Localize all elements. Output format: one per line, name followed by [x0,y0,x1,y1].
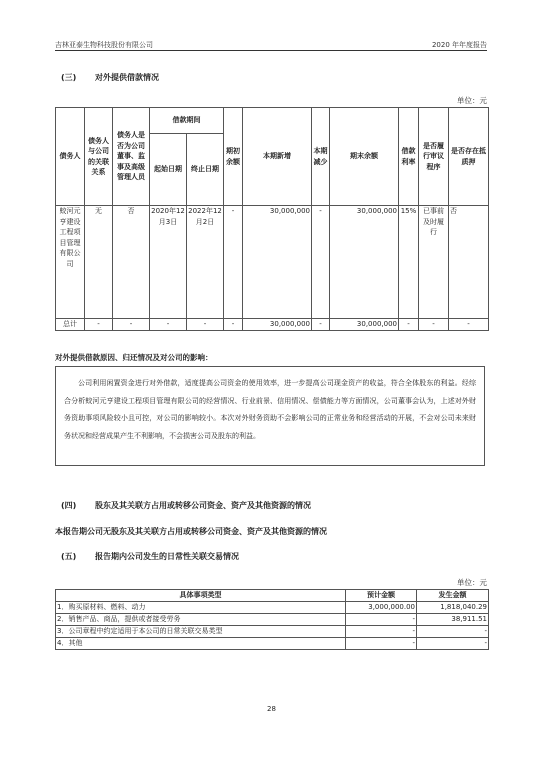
cell-rate: 15% [399,206,419,319]
cell-closing: 30,000,000 [330,206,399,319]
cell-related: 无 [85,206,113,319]
cell-actual: - [417,638,489,650]
cell-actual: 38,911.51 [417,614,489,626]
col-start-date: 起始日期 [150,134,187,206]
cell-estimated: - [346,626,417,638]
section3-unit: 单位：元 [457,96,487,105]
table-row [56,626,489,638]
header-divider [55,50,487,51]
cell-total-is-director: - [113,319,150,331]
col-rate: 借款利率 [399,108,419,206]
cell-collateral: 否 [449,206,489,319]
col-opening: 期初余额 [224,108,243,206]
col-estimated: 预计金额 [346,590,417,602]
table-row [56,638,489,650]
cell-opening: - [224,206,243,319]
col-closing: 期末余额 [330,108,399,206]
section5-number: (五) [61,552,77,561]
cell-total-end: - [187,319,224,331]
cell-total-closing: 30,000,000 [330,319,399,331]
cell-is-director: 否 [113,206,150,319]
cell-total-opening: - [224,319,243,331]
cell-start-date: 2020年12月3日 [150,206,187,319]
cell-total-related: - [85,319,113,331]
cell-actual: - [417,626,489,638]
col-period: 借款期间 [150,108,224,134]
cell-total-decrease: - [312,319,330,331]
col-actual: 发生金额 [417,590,489,602]
col-collateral: 是否存在抵质押 [449,108,489,206]
cell-item: 1．购买原材料、燃料、动力 [56,602,346,614]
header-company: 吉林亚泰生物科技股份有限公司 [55,41,153,49]
cell-item: 4．其他 [56,638,346,650]
section5-title: 报告期内公司发生的日常性关联交易情况 [95,552,239,561]
cell-total-collateral: - [449,319,489,331]
cell-approved: 已事前及时履行 [419,206,449,319]
cell-debtor: 蛟河元亨建设工程项目管理有限公司 [56,206,85,319]
header-report-title: 2020 年年度报告 [431,41,487,49]
cell-total-rate: - [399,319,419,331]
col-debtor: 债务人 [56,108,85,206]
related-transactions-table [55,589,489,650]
section4-title: 股东及其关联方占用或转移公司资金、资产及其他资源的情况 [95,501,311,510]
table-total-row [56,319,489,331]
col-end-date: 终止日期 [187,134,224,206]
page-number: 28 [267,705,276,713]
loan-table [55,107,489,331]
col-related: 债务人与公司的关联关系 [85,108,113,206]
cell-estimated: 3,000,000.00 [346,602,417,614]
cell-end-date: 2022年12月2日 [187,206,224,319]
table-row [56,602,489,614]
table-row [56,206,489,319]
cell-item: 2．销售产品、商品，提供或者接受劳务 [56,614,346,626]
cell-item: 3．公司章程中约定适用于本公司的日常关联交易类型 [56,626,346,638]
cell-estimated: - [346,638,417,650]
cell-increase: 30,000,000 [243,206,312,319]
col-is-director: 债务人是否为公司董事、监事及高级管理人员 [113,108,150,206]
cell-total-approved: - [419,319,449,331]
col-approved: 是否履行审议程序 [419,108,449,206]
col-item-type: 具体事项类型 [56,590,346,602]
impact-title: 对外提供借款原因、归还情况及对公司的影响： [55,353,213,362]
col-increase: 本期新增 [243,108,312,206]
section4-statement: 本报告期公司无股东及其关联方占用或转移公司资金、资产及其他资源的情况 [55,527,327,536]
table-row [56,614,489,626]
cell-total-increase: 30,000,000 [243,319,312,331]
cell-decrease: - [312,206,330,319]
cell-total-label: 总计 [56,319,85,331]
impact-text: 公司利用闲置资金进行对外借款，适度提高公司资金的使用效率，进一步提高公司现金资产的收益，符合全体股东的利益。经综合分析蛟河元亨建设工程项目管理有限公司的经营情况、行业前景、信用情况、偿债能力等方面情况，公司董事会认为，上述对外财务资助事项风险较小且可控，对公司的影响较小。本次对外财务资助不会影响公司的正常业务和经营活动的开展，不会对公司未来财务状况和经营成果产生不利影响，不会损害公司及股东的利益。 [55,366,485,466]
section3-title: 对外提供借款情况 [95,73,159,82]
section5-unit: 单位：元 [457,578,487,587]
section3-number: (三) [61,73,77,82]
cell-total-start: - [150,319,187,331]
cell-actual: 1,818,040.29 [417,602,489,614]
col-decrease: 本期减少 [312,108,330,206]
section4-number: (四) [61,501,77,510]
cell-estimated: - [346,614,417,626]
